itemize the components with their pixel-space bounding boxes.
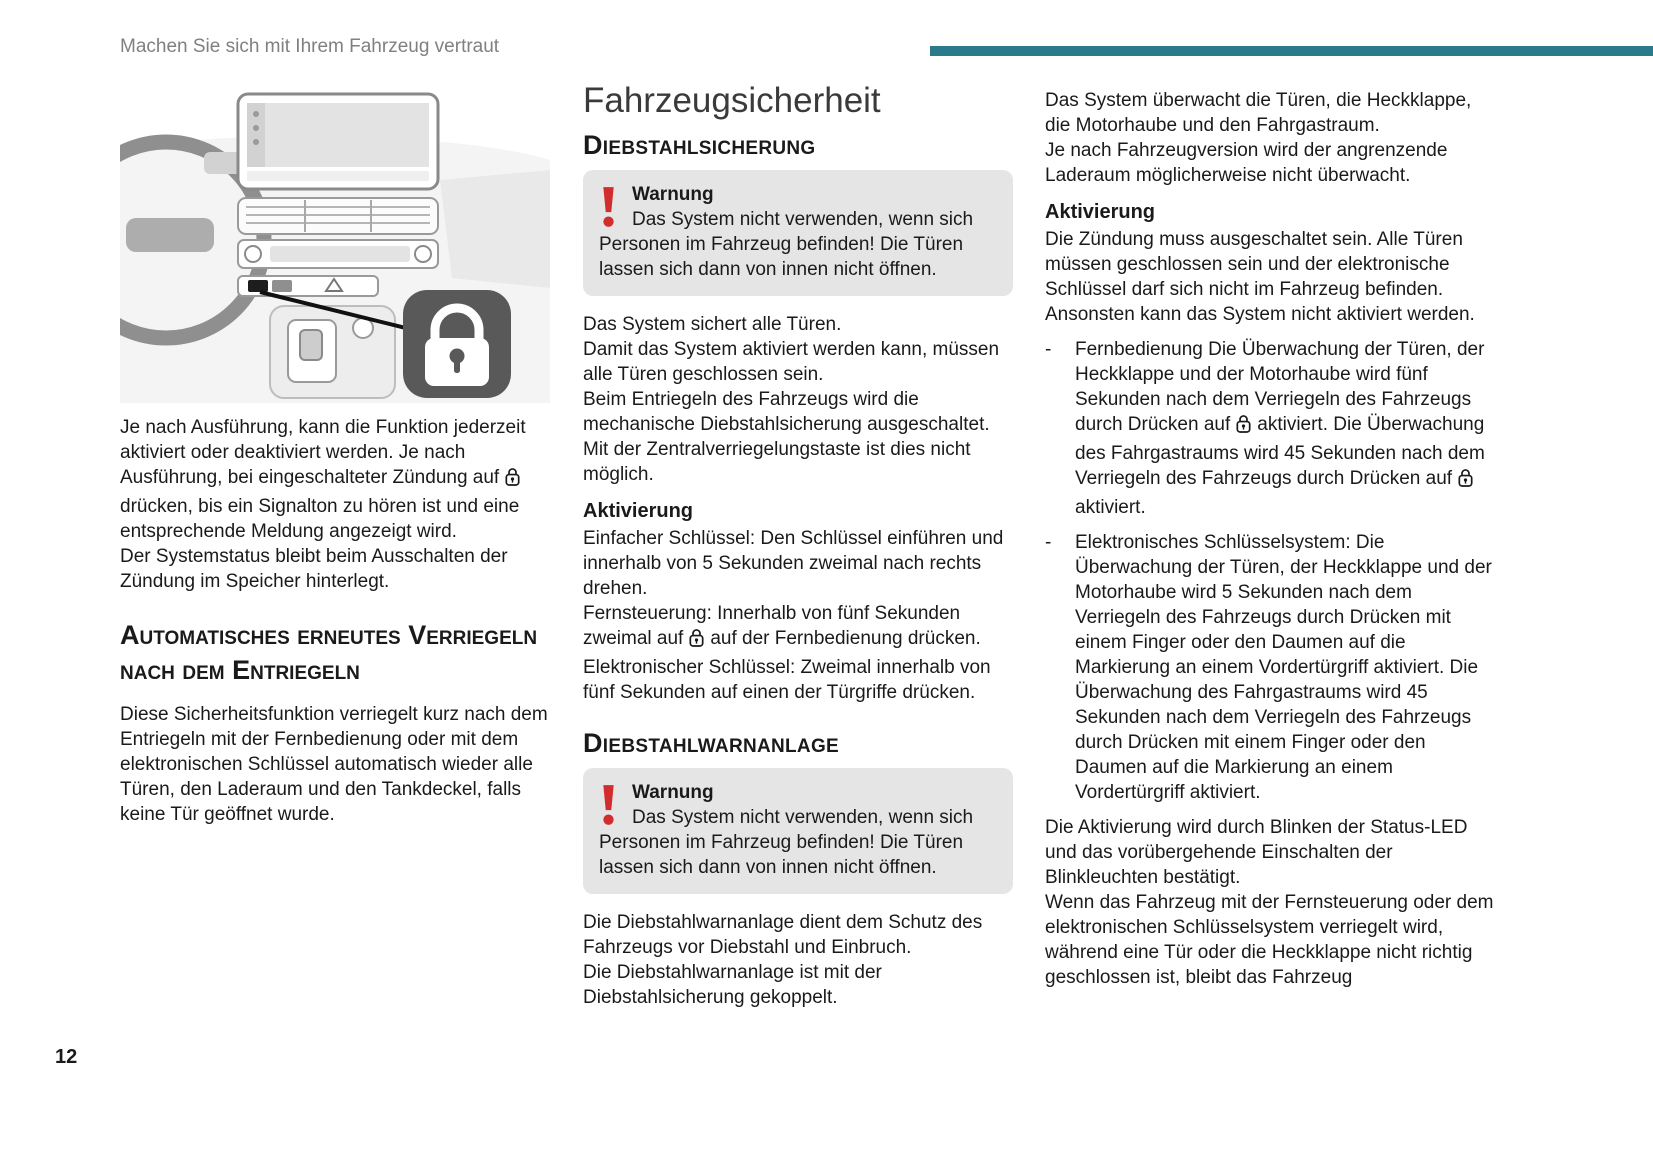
body-text: aktiviert. [1075, 497, 1146, 518]
page-title: Fahrzeugsicherheit [583, 81, 881, 120]
exclamation-icon [599, 185, 618, 229]
bullet-text [1075, 337, 1495, 520]
left-column [120, 88, 550, 827]
subheading-aktivierung: Aktivierung [583, 500, 694, 522]
lock-icon [504, 466, 521, 494]
body-paragraph: Der Systemstatus bleibt beim Ausschalten der Zündung im Speicher hinterlegt. [120, 546, 508, 592]
body-text: drücken, bis ein Signalton zu hören ist und eine entsprechende Meldung angezeigt wird. [120, 496, 520, 542]
lock-icon [1235, 413, 1252, 441]
warning-box [583, 768, 1013, 894]
section-heading-diebstahlwarnanlage: Diebstahlwarnanlage [583, 728, 840, 758]
dashboard-illustration [120, 88, 550, 403]
warning-box [583, 170, 1013, 296]
body-paragraph: Beim Entriegeln des Fahrzeugs wird die mechanische Diebstahlsicherung ausgeschaltet. Mit der Zentralverriegelungstaste ist dies nicht möglich. [583, 389, 990, 485]
bullet-marker: - [1045, 339, 1052, 360]
warning-body: Das System nicht verwenden, wenn sich Personen im Fahrzeug befinden! Die Türen lassen sich dann von innen nicht öffnen. [599, 807, 974, 878]
accent-bar [930, 46, 1653, 56]
body-paragraph: Damit das System aktiviert werden kann, müssen alle Türen geschlossen sein. [583, 339, 1000, 385]
body-text: Fernsteuerung: Innerhalb von fünf Sekunden zweimal auf [583, 603, 961, 649]
section-heading-diebstahlsicherung: Diebstahlsicherung [583, 130, 816, 160]
lock-icon [1457, 467, 1474, 495]
middle-column [583, 81, 1013, 1010]
body-text: Je nach Ausführung, kann die Funktion jederzeit aktiviert oder deaktiviert werden. Je nach Ausführung, bei eingeschalteter Zündung auf [120, 417, 526, 488]
body-paragraph: Wenn das Fahrzeug mit der Fernsteuerung oder dem elektronischen Schlüsselsystem verriegelt wird, während eine Tür oder die Heckklappe nicht richtig geschlossen ist, bleibt das Fahrzeug [1045, 892, 1494, 988]
body-paragraph [583, 601, 1013, 655]
warning-body: Das System nicht verwenden, wenn sich Personen im Fahrzeug befinden! Die Türen lassen sich dann von innen nicht öffnen. [599, 209, 974, 280]
running-header: Machen Sie sich mit Ihrem Fahrzeug vertraut [120, 36, 500, 57]
warning-title: Warnung [632, 184, 714, 205]
body-paragraph: Je nach Fahrzeugversion wird der angrenzende Laderaum möglicherweise nicht überwacht. [1045, 140, 1448, 186]
list-item [1045, 337, 1495, 520]
warning-title: Warnung [632, 782, 714, 803]
section-heading-auto-relock: Automatisches erneutes Verriegeln nach dem Entriegeln [120, 620, 538, 685]
bullet-text: Elektronisches Schlüsselsystem: Die Überwachung der Türen, der Heckklappe und der Motorhaube wird 5 Sekunden nach dem Verriegeln des Fahrzeugs durch Drücken mit einem Finger oder den Daumen auf die Markierung an einem Vordertürgriff aktiviert. Die Überwachung des Fahrgastraums wird 45 Sekunden nach dem Verriegeln des Fahrzeugs durch Drücken mit einem Finger oder den Daumen auf die Markierung an einem Vordertürgriff aktiviert. [1075, 532, 1492, 803]
exclamation-icon [599, 783, 618, 827]
body-text: aktiviert. Die Überwachung des Fahrgastraums wird 45 Sekunden nach dem Verriegeln des Fahrzeugs durch Drücken auf [1075, 414, 1485, 489]
body-text: auf der Fernbedienung drücken. [710, 628, 981, 649]
body-paragraph: Die Diebstahlwarnanlage ist mit der Diebstahlsicherung gekoppelt. [583, 962, 882, 1008]
body-text: Fernbedienung Die Überwachung der Türen, der Heckklappe und der Motorhaube wird fünf Sekunden nach dem Verriegeln des Fahrzeugs durch Drücken auf [1075, 339, 1485, 435]
body-paragraph: Die Aktivierung wird durch Blinken der Status-LED und das vorübergehende Einschalten der Blinkleuchten bestätigt. [1045, 817, 1468, 888]
right-column [1045, 88, 1495, 990]
body-paragraph: Elektronischer Schlüssel: Zweimal innerhalb von fünf Sekunden auf einen der Türgriffe drücken. [583, 657, 991, 703]
body-paragraph: Die Diebstahlwarnanlage dient dem Schutz des Fahrzeugs vor Diebstahl und Einbruch. [583, 912, 983, 958]
body-paragraph: Die Zündung muss ausgeschaltet sein. Alle Türen müssen geschlossen sein und der elektronische Schlüssel darf sich nicht im Fahrzeug befinden. Ansonsten kann das System nicht aktiviert werden. [1045, 229, 1475, 325]
lock-icon [688, 627, 705, 655]
list-item [1045, 530, 1495, 805]
body-paragraph: Das System überwacht die Türen, die Heckklappe, die Motorhaube und den Fahrgastraum. [1045, 90, 1472, 136]
body-paragraph [120, 415, 550, 544]
body-paragraph: Das System sichert alle Türen. [583, 314, 842, 335]
page-number: 12 [55, 1046, 78, 1068]
body-paragraph: Einfacher Schlüssel: Den Schlüssel einführen und innerhalb von 5 Sekunden zweimal nach rechts drehen. [583, 528, 1004, 599]
bullet-marker: - [1045, 532, 1052, 553]
body-paragraph: Diese Sicherheitsfunktion verriegelt kurz nach dem Entriegeln mit der Fernbedienung oder mit dem elektronischen Schlüssel automatisch wieder alle Türen, den Laderaum und den Tankdeckel, falls keine Tür geöffnet wurde. [120, 704, 548, 825]
subheading-aktivierung: Aktivierung [1045, 201, 1156, 223]
